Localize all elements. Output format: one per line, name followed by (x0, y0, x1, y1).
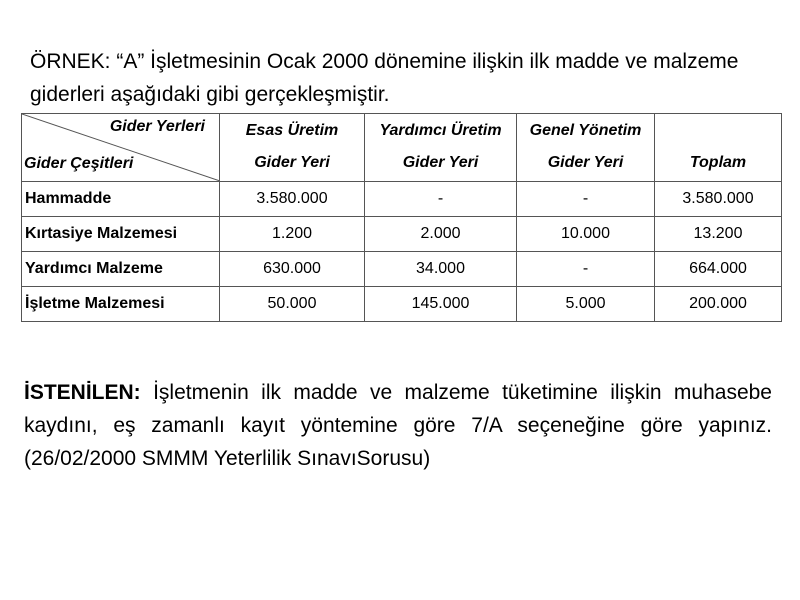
row-label: Kırtasiye Malzemesi (22, 217, 220, 252)
corner-label-gider-cesitleri: Gider Çeşitleri (24, 155, 134, 172)
corner-label-gider-yerleri: Gider Yerleri (109, 118, 205, 135)
table-cell: - (365, 182, 517, 217)
table-cell: - (517, 252, 655, 287)
table-cell: 630.000 (220, 252, 365, 287)
table-cell: 145.000 (365, 287, 517, 322)
row-label: Yardımcı Malzeme (22, 252, 220, 287)
table-row (22, 287, 782, 322)
table-cell: 34.000 (365, 252, 517, 287)
table-cell: 3.580.000 (655, 182, 782, 217)
intro-text: ÖRNEK: “A” İşletmesinin Ocak 2000 dönemine ilişkin ilk madde ve malzeme giderleri aşağıdaki gibi gerçekleşmiştir. (30, 50, 739, 106)
task-paragraph (24, 376, 772, 475)
table-cell: 2.000 (365, 217, 517, 252)
table-cell: 13.200 (655, 217, 782, 252)
table-cell: 5.000 (517, 287, 655, 322)
table-cell: - (517, 182, 655, 217)
table-cell: 1.200 (220, 217, 365, 252)
column-header-genel-yonetim: Genel Yönetim Gider Yeri (517, 114, 655, 182)
table-cell: 200.000 (655, 287, 782, 322)
column-header-esas-uretim: Esas Üretim Gider Yeri (220, 114, 365, 182)
expense-table (21, 113, 782, 322)
table-row (22, 182, 782, 217)
task-text: İşletmenin ilk madde ve malzeme tüketimine ilişkin muhasebe kaydını, eş zamanlı kayıt yöntemine göre 7/A seçeneğine göre yapınız. (26/02/2000 SMMM Yeterlilik SınavıSorusu) (24, 381, 772, 470)
table-corner-cell (22, 114, 220, 182)
row-label: İşletme Malzemesi (22, 287, 220, 322)
table-row (22, 217, 782, 252)
row-label: Hammadde (22, 182, 220, 217)
column-header-yardimci-uretim: Yardımcı Üretim Gider Yeri (365, 114, 517, 182)
task-label: İSTENİLEN: (24, 381, 141, 404)
table-header-row (22, 114, 782, 182)
table-cell: 664.000 (655, 252, 782, 287)
table-cell: 3.580.000 (220, 182, 365, 217)
table-cell: 10.000 (517, 217, 655, 252)
table-cell: 50.000 (220, 287, 365, 322)
column-header-toplam: Toplam (655, 114, 782, 182)
table-row (22, 252, 782, 287)
